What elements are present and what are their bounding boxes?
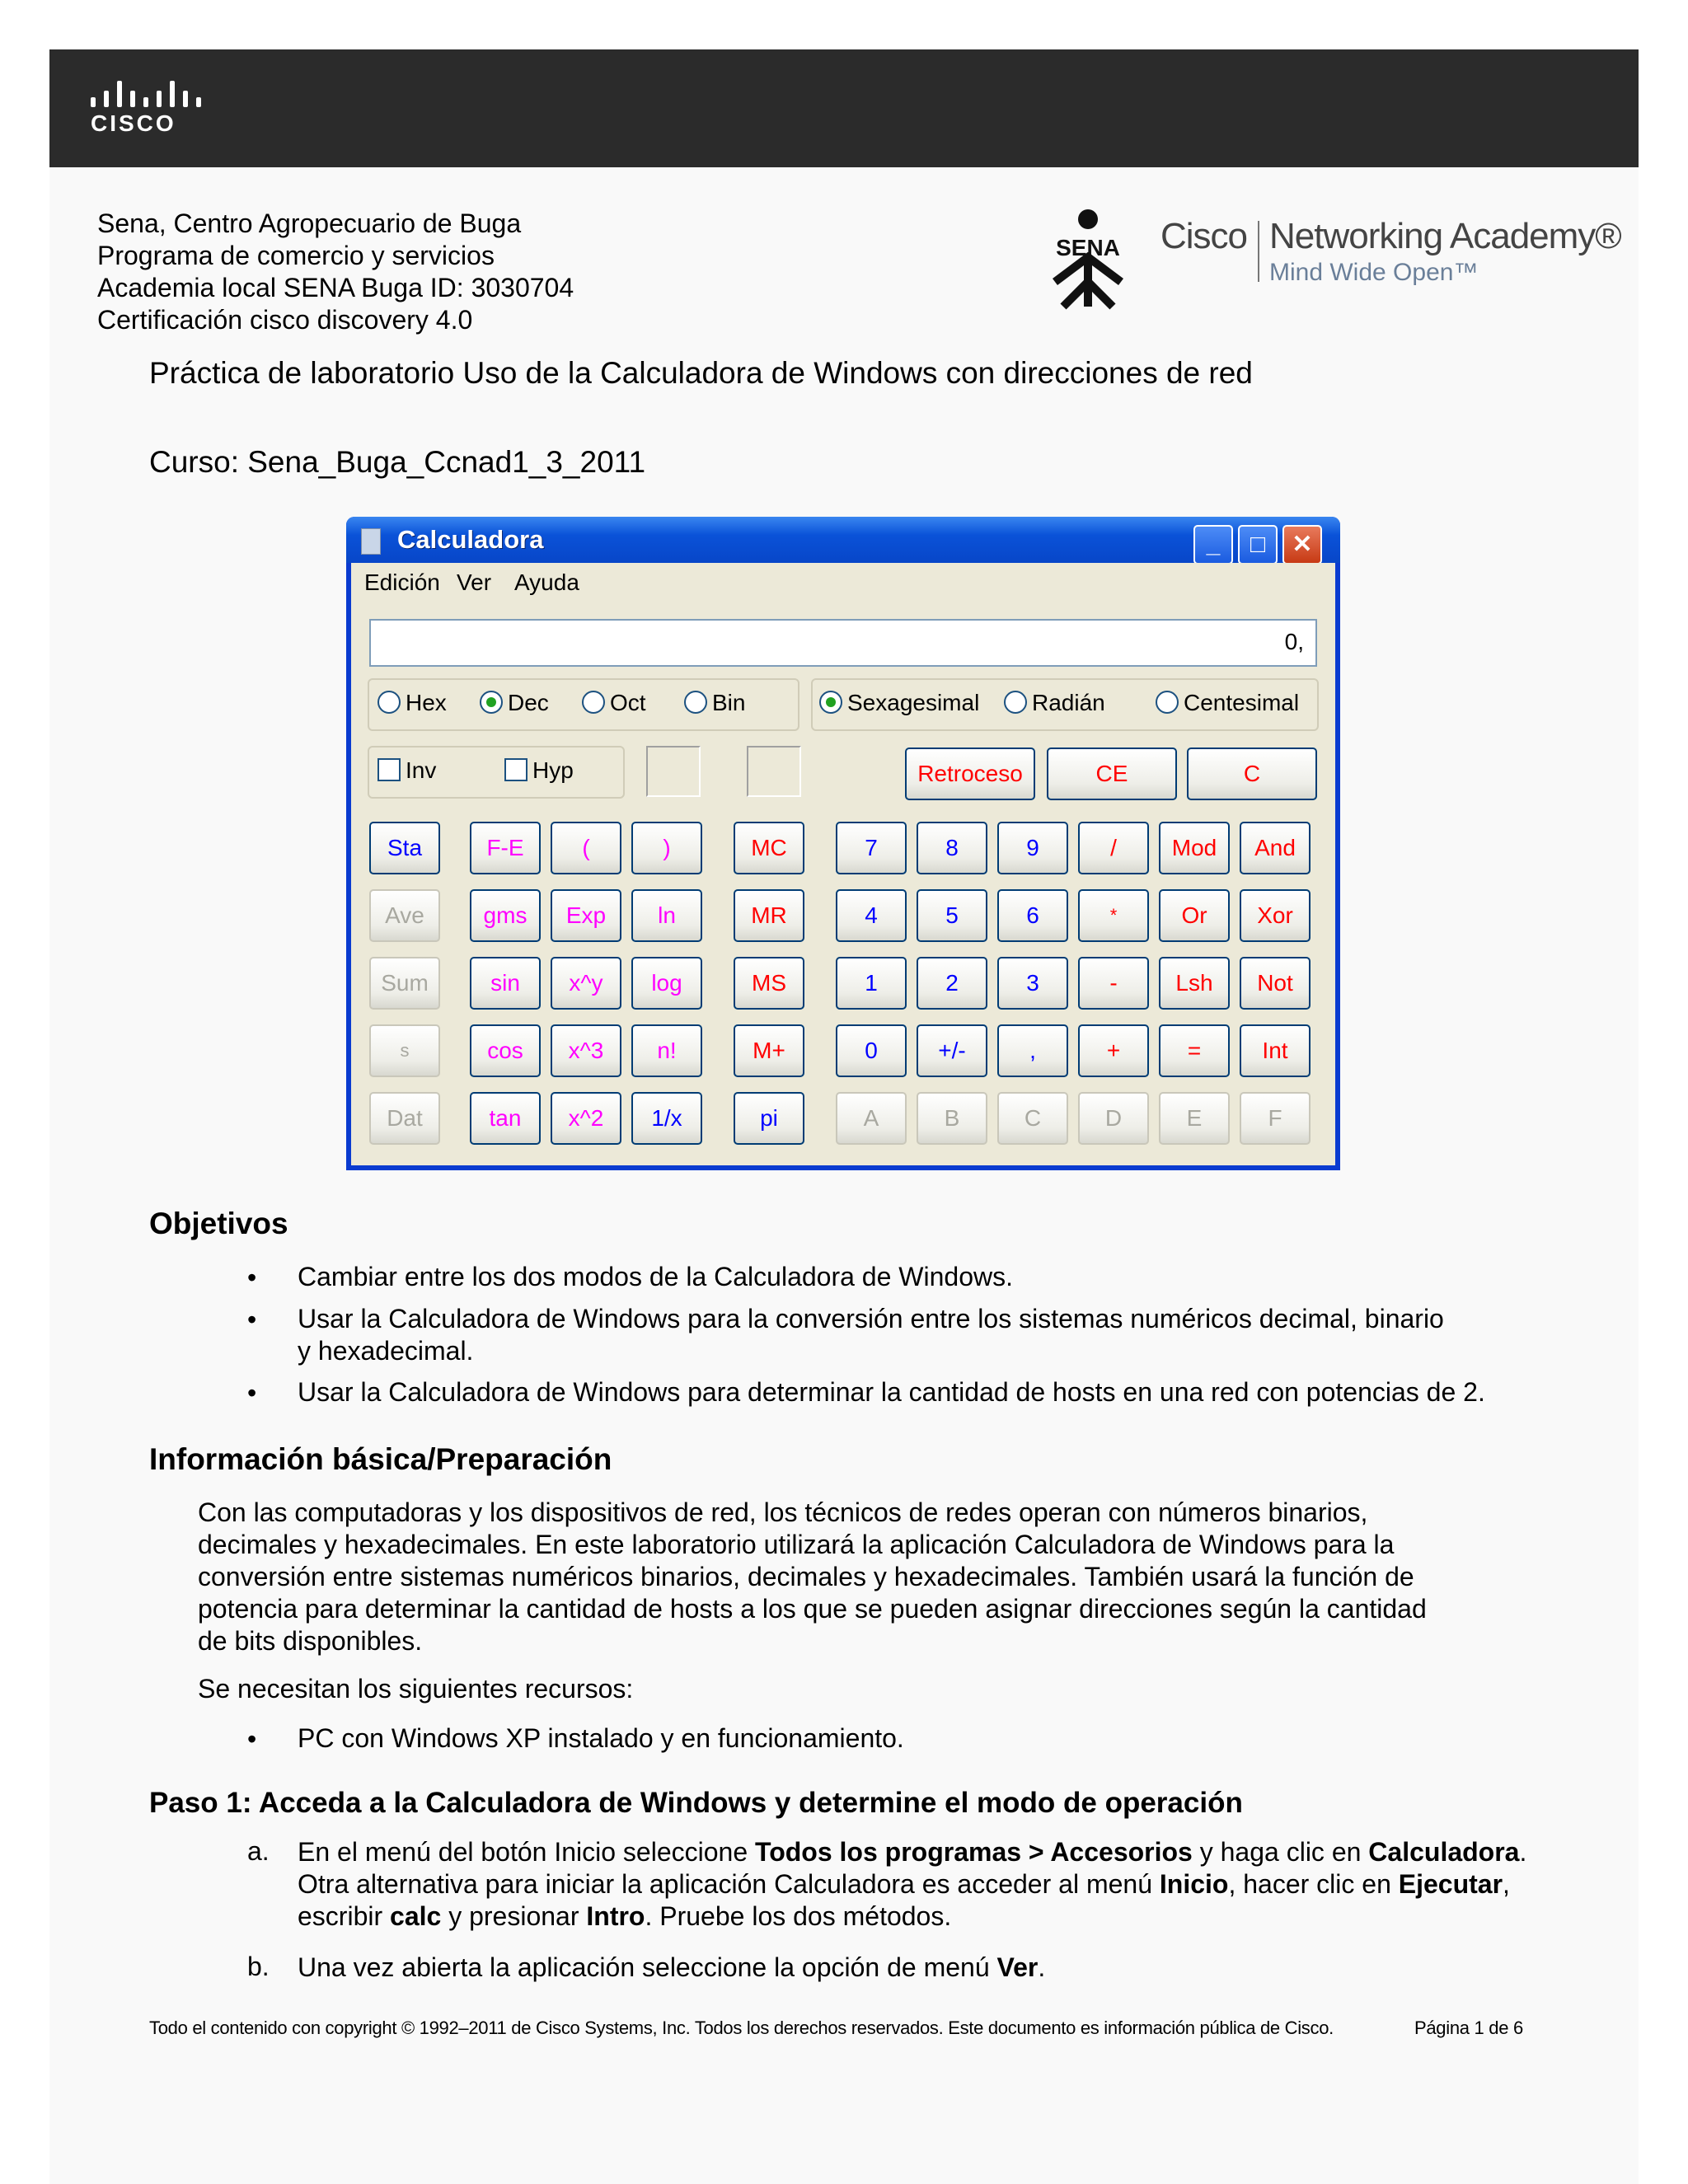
step-a-line2: Otra alternativa para iniciar la aplicación Calculadora es acceder al menú Inicio, hacer clic en Ejecutar, bbox=[298, 1869, 1510, 1899]
key-hex-c: C bbox=[997, 1092, 1068, 1145]
sena-logo bbox=[1030, 208, 1146, 311]
radio-selected-icon bbox=[480, 691, 503, 714]
key-5[interactable]: 5 bbox=[917, 889, 987, 942]
window-title: Calculadora bbox=[397, 525, 544, 554]
key-factorial[interactable]: n! bbox=[631, 1024, 702, 1077]
key-plus-minus[interactable]: +/- bbox=[917, 1024, 987, 1077]
memory-indicator bbox=[646, 746, 701, 797]
key-xor[interactable]: Xor bbox=[1240, 889, 1311, 942]
key-7[interactable]: 7 bbox=[836, 822, 907, 874]
radio-icon bbox=[377, 691, 401, 714]
key-multiply[interactable]: * bbox=[1078, 889, 1149, 942]
key-hex-e: E bbox=[1159, 1092, 1230, 1145]
key-divide[interactable]: / bbox=[1078, 822, 1149, 874]
calculator-icon bbox=[361, 528, 381, 555]
key-log[interactable]: log bbox=[631, 957, 702, 1010]
cna-cisco-text: Cisco bbox=[1160, 216, 1248, 256]
resources-intro: Se necesitan los siguientes recursos: bbox=[198, 1674, 634, 1704]
step-b-line: Una vez abierta la aplicación seleccione la opción de menú Ver. bbox=[298, 1952, 1046, 1982]
key-s: s bbox=[369, 1024, 440, 1077]
key-equals[interactable]: = bbox=[1159, 1024, 1230, 1077]
objectives-heading: Objetivos bbox=[149, 1207, 288, 1240]
key-exp[interactable]: Exp bbox=[551, 889, 621, 942]
key-c[interactable]: C bbox=[1187, 748, 1317, 800]
key-9[interactable]: 9 bbox=[997, 822, 1068, 874]
calculator-client bbox=[351, 563, 1335, 1165]
key-lsh[interactable]: Lsh bbox=[1159, 957, 1230, 1010]
page-title: Práctica de laboratorio Uso de la Calculadora de Windows con direcciones de red bbox=[149, 356, 1253, 390]
close-icon: ✕ bbox=[1292, 531, 1313, 558]
cna-tagline: Mind Wide Open™ bbox=[1269, 259, 1479, 286]
key-x-squared[interactable]: x^2 bbox=[551, 1092, 621, 1145]
key-close-paren[interactable]: ) bbox=[631, 822, 702, 874]
key-0[interactable]: 0 bbox=[836, 1024, 907, 1077]
step1-heading: Paso 1: Acceda a la Calculadora de Windows y determine el modo de operación bbox=[149, 1787, 1243, 1819]
background-line: decimales y hexadecimales. En este laboratorio utilizará la aplicación Calculadora de Windows para la bbox=[198, 1530, 1395, 1559]
key-ln[interactable]: ln bbox=[631, 889, 702, 942]
key-ave: Ave bbox=[369, 889, 440, 942]
key-f-e[interactable]: F-E bbox=[470, 822, 541, 874]
bullet-icon: • bbox=[247, 1378, 257, 1408]
key-mr[interactable]: MR bbox=[734, 889, 804, 942]
radio-radian[interactable]: Radián bbox=[1004, 690, 1105, 716]
radio-icon bbox=[1156, 691, 1179, 714]
header-line: Programa de comercio y servicios bbox=[97, 241, 495, 270]
bullet-icon: • bbox=[247, 1263, 257, 1292]
objective-item: Cambiar entre los dos modos de la Calculadora de Windows. bbox=[298, 1262, 1013, 1291]
radio-centesimal[interactable]: Centesimal bbox=[1156, 690, 1299, 716]
angle-group bbox=[811, 678, 1319, 731]
key-tan[interactable]: tan bbox=[470, 1092, 541, 1145]
key-and[interactable]: And bbox=[1240, 822, 1311, 874]
header-line: Certificación cisco discovery 4.0 bbox=[97, 305, 473, 335]
resource-item: PC con Windows XP instalado y en funcionamiento. bbox=[298, 1723, 904, 1753]
key-hex-f: F bbox=[1240, 1092, 1311, 1145]
calculator-titlebar bbox=[346, 517, 1340, 563]
header-line: Sena, Centro Agropecuario de Buga bbox=[97, 209, 522, 238]
key-2[interactable]: 2 bbox=[917, 957, 987, 1010]
cisco-header-bar bbox=[49, 49, 1639, 167]
key-x-pow-y[interactable]: x^y bbox=[551, 957, 621, 1010]
cisco-logo bbox=[91, 81, 206, 138]
radio-hex[interactable]: Hex bbox=[377, 690, 447, 716]
close-button[interactable] bbox=[1282, 525, 1322, 565]
key-ms[interactable]: MS bbox=[734, 957, 804, 1010]
key-cos[interactable]: cos bbox=[470, 1024, 541, 1077]
key-3[interactable]: 3 bbox=[997, 957, 1068, 1010]
key-reciprocal[interactable]: 1/x bbox=[631, 1092, 702, 1145]
cisco-networking-academy-logo bbox=[1160, 216, 1622, 290]
key-hex-a: A bbox=[836, 1092, 907, 1145]
display-value: 0, bbox=[1284, 629, 1304, 654]
footer-page-number: Página 1 de 6 bbox=[1414, 2018, 1523, 2038]
checkbox-hyp[interactable]: Hyp bbox=[504, 757, 574, 784]
key-hex-d: D bbox=[1078, 1092, 1149, 1145]
key-m-plus[interactable]: M+ bbox=[734, 1024, 804, 1077]
footer-copyright: Todo el contenido con copyright © 1992–2011 de Cisco Systems, Inc. Todos los derechos reservados. Este documento es información pública de Cisco. bbox=[149, 2018, 1334, 2038]
background-line: conversión entre sistemas numéricos binarios, decimales y hexadecimales. También usará la función de bbox=[198, 1562, 1414, 1591]
paren-indicator bbox=[747, 746, 801, 797]
step-label-a: a. bbox=[247, 1836, 270, 1866]
key-plus[interactable]: + bbox=[1078, 1024, 1149, 1077]
minimize-button[interactable] bbox=[1193, 525, 1233, 565]
radio-oct[interactable]: Oct bbox=[582, 690, 646, 716]
objective-item: Usar la Calculadora de Windows para determinar la cantidad de hosts en una red con potencias de 2. bbox=[298, 1377, 1485, 1407]
course-label: Curso: Sena_Buga_Ccnad1_3_2011 bbox=[149, 445, 646, 479]
background-line: potencia para determinar la cantidad de hosts a los que se pueden asignar direcciones según la cantidad bbox=[198, 1594, 1427, 1624]
key-not[interactable]: Not bbox=[1240, 957, 1311, 1010]
calculator-window bbox=[346, 517, 1340, 1170]
key-x-cubed[interactable]: x^3 bbox=[551, 1024, 621, 1077]
radio-icon bbox=[582, 691, 605, 714]
base-group bbox=[368, 678, 799, 731]
background-heading: Información básica/Preparación bbox=[149, 1442, 612, 1476]
sena-logo-text: SENA bbox=[1056, 235, 1120, 260]
radio-icon bbox=[1004, 691, 1027, 714]
key-mod[interactable]: Mod bbox=[1159, 822, 1230, 874]
step-a-line3: escribir calc y presionar Intro. Pruebe los dos métodos. bbox=[298, 1901, 952, 1931]
cna-title: Networking Academy® bbox=[1269, 216, 1621, 256]
cna-separator bbox=[1258, 221, 1259, 282]
key-decimal[interactable]: , bbox=[997, 1024, 1068, 1077]
check-group bbox=[368, 746, 625, 799]
radio-bin[interactable]: Bin bbox=[684, 690, 745, 716]
radio-dec[interactable]: Dec bbox=[480, 690, 549, 716]
maximize-button[interactable] bbox=[1238, 525, 1278, 565]
radio-sexagesimal[interactable]: Sexagesimal bbox=[819, 690, 979, 716]
checkbox-icon bbox=[377, 758, 401, 781]
key-mc[interactable]: MC bbox=[734, 822, 804, 874]
calculator-display bbox=[369, 619, 1317, 667]
bullet-icon: • bbox=[247, 1305, 257, 1334]
key-ce[interactable]: CE bbox=[1047, 748, 1177, 800]
step-a-line1: En el menú del botón Inicio seleccione Todos los programas > Accesorios y haga clic en Calculadora. bbox=[298, 1837, 1527, 1867]
key-backspace[interactable]: Retroceso bbox=[905, 748, 1035, 800]
key-dat: Dat bbox=[369, 1092, 440, 1145]
key-sum: Sum bbox=[369, 957, 440, 1010]
menu-bar bbox=[351, 563, 1335, 598]
cisco-logo-text: CISCO bbox=[91, 110, 176, 136]
radio-icon bbox=[684, 691, 707, 714]
key-gms[interactable]: gms bbox=[470, 889, 541, 942]
key-or[interactable]: Or bbox=[1159, 889, 1230, 942]
key-1[interactable]: 1 bbox=[836, 957, 907, 1010]
menu-ver[interactable]: Ver bbox=[457, 569, 492, 595]
key-sin[interactable]: sin bbox=[470, 957, 541, 1010]
checkbox-icon bbox=[504, 758, 528, 781]
menu-ayuda[interactable]: Ayuda bbox=[514, 569, 579, 595]
radio-selected-icon bbox=[819, 691, 842, 714]
background-line: Con las computadoras y los dispositivos de red, los técnicos de redes operan con números binarios, bbox=[198, 1497, 1368, 1527]
objective-item: Usar la Calculadora de Windows para la conversión entre los sistemas numéricos decimal, binario bbox=[298, 1304, 1444, 1333]
key-sta[interactable]: Sta bbox=[369, 822, 440, 874]
key-6[interactable]: 6 bbox=[997, 889, 1068, 942]
objective-item-cont: y hexadecimal. bbox=[298, 1336, 474, 1366]
maximize-icon: □ bbox=[1250, 531, 1266, 558]
key-4[interactable]: 4 bbox=[836, 889, 907, 942]
key-hex-b: B bbox=[917, 1092, 987, 1145]
checkbox-inv[interactable]: Inv bbox=[377, 757, 436, 784]
background-line: de bits disponibles. bbox=[198, 1626, 423, 1656]
key-int[interactable]: Int bbox=[1240, 1024, 1311, 1077]
header-line: Academia local SENA Buga ID: 3030704 bbox=[97, 273, 574, 302]
key-8[interactable]: 8 bbox=[917, 822, 987, 874]
key-open-paren[interactable]: ( bbox=[551, 822, 621, 874]
key-pi[interactable]: pi bbox=[734, 1092, 804, 1145]
bullet-icon: • bbox=[247, 1724, 257, 1754]
header-lines bbox=[97, 208, 574, 336]
minimize-icon: _ bbox=[1206, 531, 1221, 558]
key-minus[interactable]: - bbox=[1078, 957, 1149, 1010]
step-label-b: b. bbox=[247, 1952, 270, 1981]
menu-edicion[interactable]: Edición bbox=[364, 569, 440, 595]
